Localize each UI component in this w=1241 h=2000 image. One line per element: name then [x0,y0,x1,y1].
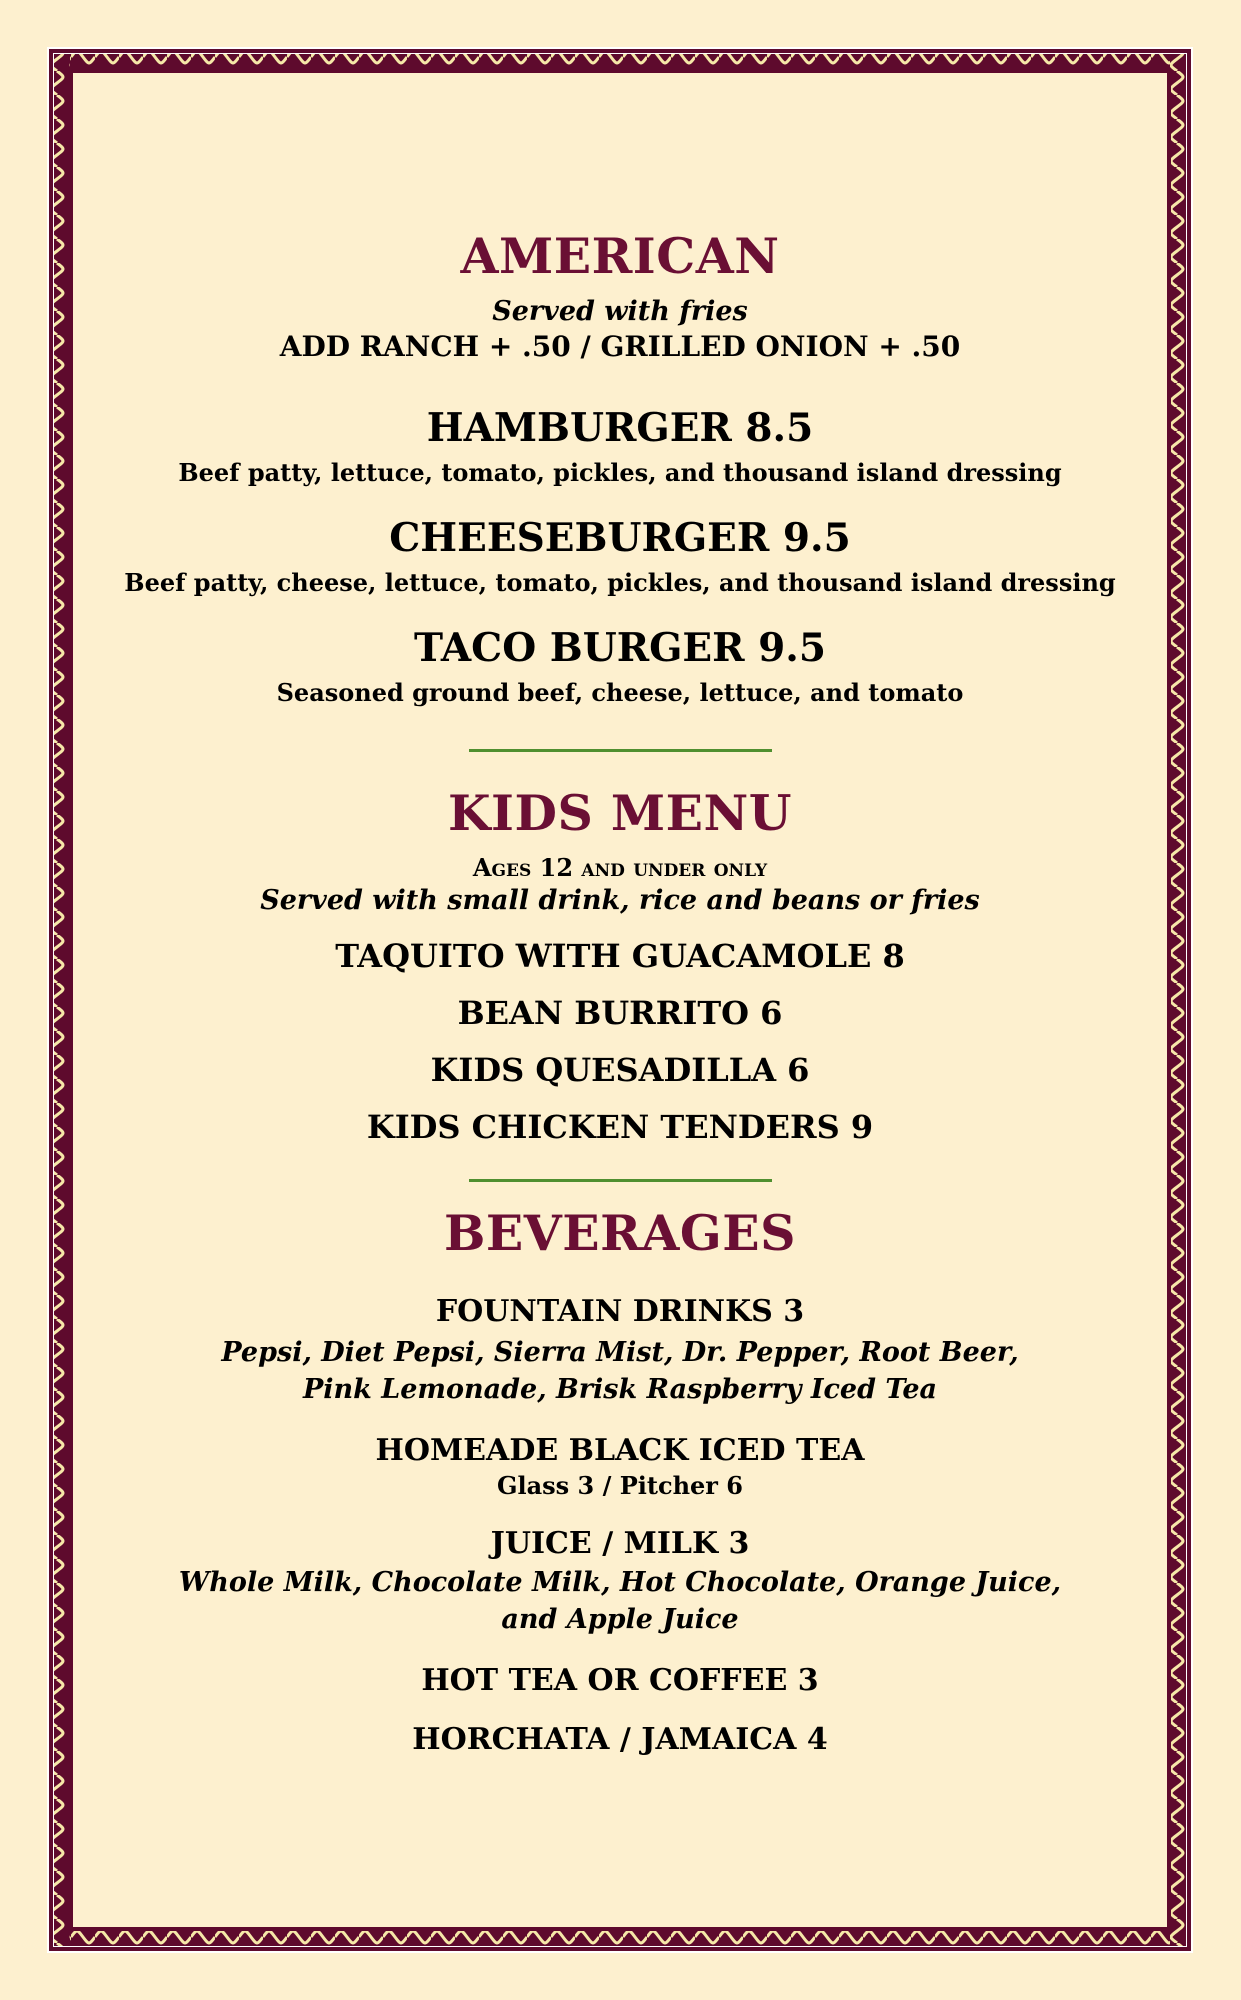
menu-item-name: TACO BURGER 9.5 [414,625,826,671]
beverage-desc: Glass 3 / Pitcher 6 [497,1471,743,1500]
beverage-name: HOT TEA OR COFFEE 3 [421,1663,819,1698]
beverage-name: FOUNTAIN DRINKS 3 [435,1294,805,1329]
kids-title: KIDS MENU [447,784,793,842]
menu-item-name: HAMBURGER 8.5 [426,405,814,451]
beverage-name: HORCHATA / JAMAICA 4 [412,1722,828,1757]
menu-content [47,47,1193,1953]
kids-ages-note: Ages 12 and under only [472,853,768,882]
beverage-desc: Pepsi, Diet Pepsi, Sierra Mist, Dr. Pepper, Root Beer, Pink Lemonade, Brisk Raspberry Iced Tea [221,1337,1019,1405]
menu-frame [47,47,1193,1953]
menu-item-desc: Beef patty, lettuce, tomato, pickles, and thousand island dressing [178,458,1062,487]
section-divider [469,749,772,752]
menu-item-name: CHEESEBURGER 9.5 [389,515,851,561]
kids-served-note: Served with small drink, rice and beans or fries [260,885,980,916]
kids-item: KIDS CHICKEN TENDERS 9 [366,1108,874,1146]
beverage-name: HOMEADE BLACK ICED TEA [375,1433,865,1468]
american-served-note: Served with fries [492,296,748,327]
menu-item-desc: Beef patty, cheese, lettuce, tomato, pickles, and thousand island dressing [124,568,1116,597]
kids-item: KIDS QUESADILLA 6 [430,1051,810,1089]
beverage-desc: Whole Milk, Chocolate Milk, Hot Chocolate, Orange Juice, and Apple Juice [178,1567,1062,1635]
section-divider [469,1179,772,1182]
american-title: AMERICAN [460,227,780,285]
beverage-name: JUICE / MILK 3 [490,1526,750,1561]
kids-item: BEAN BURRITO 6 [457,994,783,1032]
beverages-title: BEVERAGES [444,1204,796,1262]
kids-item: TAQUITO WITH GUACAMOLE 8 [335,937,905,975]
menu-item-desc: Seasoned ground beef, cheese, lettuce, and tomato [276,678,964,707]
american-addons: ADD RANCH + .50 / GRILLED ONION + .50 [279,330,961,363]
